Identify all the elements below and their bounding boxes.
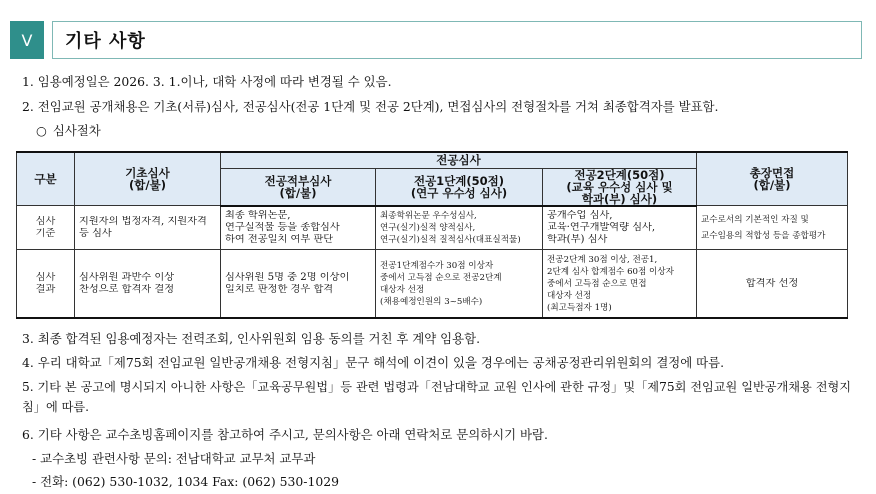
cell-step1-criteria: 최종학위논문 우수성심사, 연구(실기)실적 양적심사, 연구(실기)실적 질적심사(대표실적물) [376, 206, 543, 250]
section-title-box [52, 21, 862, 59]
item-2-sub-text: 심사절차 [52, 123, 101, 138]
cell-step2-criteria: 공개수업 심사, 교육·연구개발역량 심사, 학과(부) 심사 [543, 206, 697, 250]
section-number-badge: V [10, 21, 44, 59]
cell-step1-result: 전공1단계점수가 30점 이상자 중에서 고득점 순으로 전공2단계 대상자 선정 (채용예정인원의 3~5배수) [376, 250, 543, 318]
item-2: 2. 전임교원 공개채용은 기초(서류)심사, 전공심사(전공 1단계 및 전공 2단계), 면접심사의 전형절차를 거쳐 최종합격자를 발표함. [22, 99, 719, 114]
header-major-step1: 전공1단계(50점) (연구 우수성 심사) [376, 168, 543, 206]
item-6: 6. 기타 사항은 교수초빙홈페이지를 참고하여 주시고, 문의사항은 아래 연락처로 문의하시기 바람. [22, 427, 548, 442]
row-label-criteria: 심사 기준 [17, 206, 75, 250]
cell-major-fit-result: 심사위원 5명 중 2명 이상이 일치로 판정한 경우 합격 [221, 250, 376, 318]
header-president-interview: 총장면접 (합/불) [697, 152, 848, 206]
section-title: 기타 사항 [65, 31, 146, 52]
header-basic-screening: 기초심사 (합/불) [75, 152, 221, 206]
cell-step2-result: 전공2단계 30점 이상, 전공1, 2단계 심사 합계점수 60점 이상자 중에서 고득점 순으로 면접 대상자 선정 (최고득점자 1명) [543, 250, 697, 318]
item-2-sub [36, 123, 101, 139]
cell-basic-criteria: 지원자의 법정자격, 지원자격 등 심사 [75, 206, 221, 250]
item-5: 5. 기타 본 공고에 명시되지 아니한 사항은「교육공무원법」등 관련 법령과「전남대학교 교원 인사에 관한 규정」및「제75회 전임교원 일반공개채용 전형지침」에 따름. [22, 380, 852, 414]
row-label-result: 심사 결과 [17, 250, 75, 318]
header-major-fit: 전공적부심사 (합/불) [221, 168, 376, 206]
header-major-step2: 전공2단계(50점) (교육 우수성 심사 및 학과(부) 심사) [543, 168, 697, 206]
item-1: 1. 임용예정일은 2026. 3. 1.이나, 대학 사정에 따라 변경될 수 있음. [22, 74, 392, 89]
header-major-screening: 전공심사 [221, 152, 697, 168]
table-row [17, 250, 848, 318]
cell-interview-criteria: 교수로서의 기본적인 자질 및 교수임용의 적합성 등을 종합평가 [697, 206, 848, 250]
screening-procedure-table [16, 151, 848, 319]
item-4: 4. 우리 대학교「제75회 전임교원 일반공개채용 전형지침」문구 해석에 이견이 있을 경우에는 공채공정관리위원회의 결정에 따름. [22, 355, 725, 370]
cell-major-fit-criteria: 최종 학위논문, 연구실적물 등을 종합심사 하여 전공일치 여부 판단 [221, 206, 376, 250]
item-3: 3. 최종 합격된 임용예정자는 전력조회, 인사위원회 임용 동의를 거친 후 계약 임용함. [22, 331, 481, 346]
contact-phone-fax: - 전화: (062) 530-1032, 1034 Fax: (062) 530-1029 [32, 474, 340, 489]
section-header [10, 21, 862, 59]
circle-bullet-icon: ○ [36, 123, 47, 138]
cell-interview-result: 합격자 선정 [697, 250, 848, 318]
table-row [17, 206, 848, 250]
contact-inquiry: - 교수초빙 관련사항 문의: 전남대학교 교무처 교무과 [32, 451, 316, 466]
cell-basic-result: 심사위원 과반수 이상 찬성으로 합격자 결정 [75, 250, 221, 318]
header-category: 구분 [17, 152, 75, 206]
